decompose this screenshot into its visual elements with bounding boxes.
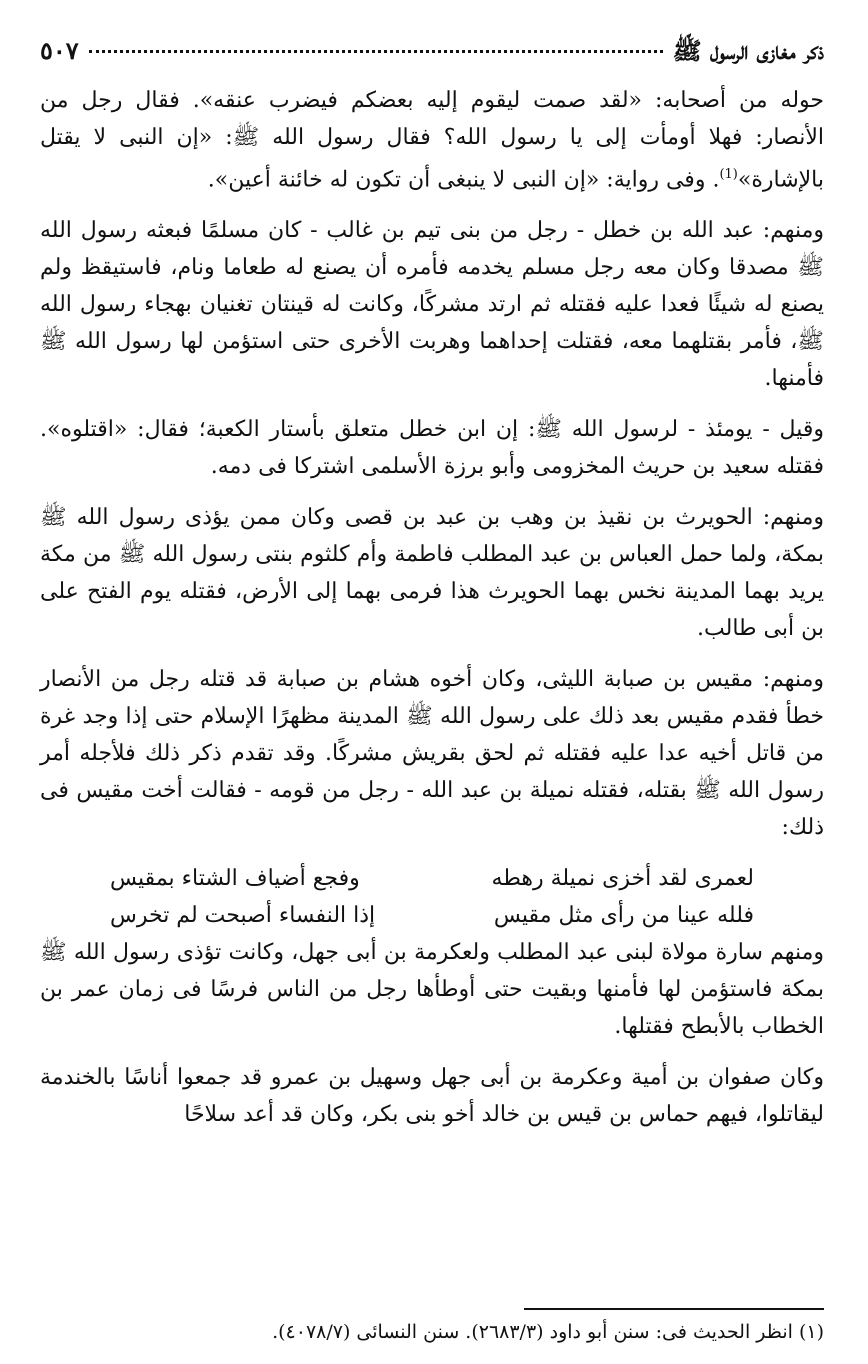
paragraph-7: وكان صفوان بن أمية وعكرمة بن أبى جهل وسهيل بن عمرو قد جمعوا أناسًا بالخندمة ليقاتلوا، فيهم حماس بن قيس بن خالد أخو بنى بكر، وكان قد أعد سلاحًا — [40, 1065, 824, 1128]
footnote-divider — [524, 1308, 824, 1310]
paragraph-5: ومنهم: مقيس بن صبابة الليثى، وكان أخوه هشام بن صبابة قد قتله رجل من الأنصار خطأ فقدم مقيس بعد ذلك على رسول الله ﷺ المدينة مظهرًا الإسلام حتى إذا وجد غرة من قاتل أخيه عدا عليه فقتله ثم لحق بقريش مشركًا. وقد تقدم ذكر ذلك فلأجله أمر رسول الله ﷺ بقتله، فقتله نميلة بن عبد الله - رجل من قومه - فقالت أخت مقيس فى ذلك: — [40, 667, 824, 841]
paragraph-2: ومنهم: عبد الله بن خطل - رجل من بنى تيم بن غالب - كان مسلمًا فبعثه رسول الله ﷺ مصدقا وكان معه رجل مسلم يخدمه فأمره أن يصنع له طعاما ونام، فاستيقظ ولم يصنع له شيئًا فعدا عليه فقتله ثم ارتد مشركًا، وكانت له قينتان تغنيان بهجاء رسول الله ﷺ، فأمر بقتلهما معه، فقتلت إحداهما وهربت الأخرى حتى استؤمن لها رسول الله ﷺ فأمنها. — [40, 218, 824, 392]
footnote: (١) انظر الحديث فى: سنن أبو داود (٢٦٨٣/٣). سنن النسائى (٤٠٧٨/٧). — [272, 1321, 824, 1343]
paragraph-3: وقيل - يومئذ - لرسول الله ﷺ: إن ابن خطل متعلق بأستار الكعبة؛ فقال: «اقتلوه». فقتله سعيد بن حريث المخزومى وأبو برزة الأسلمى اشتركا فى دمه. — [40, 417, 824, 480]
poem-hemistich-first: فلله عينا من رأى مثل مقيس — [493, 903, 754, 929]
paragraph-6: ومنهم سارة مولاة لبنى عبد المطلب ولعكرمة بن أبى جهل، وكانت تؤذى رسول الله ﷺ بمكة فاستؤمن لها فأمنها وبقيت حتى أوطأها رجل من الناس فرسًا فى زمان عمر بن الخطاب بالأبطح فقتلها. — [40, 940, 824, 1040]
poem-verse — [110, 897, 754, 934]
page-number: ٥٠٧ — [40, 36, 79, 65]
footnote-reference: (1) — [719, 167, 738, 182]
poem-verse — [110, 860, 754, 897]
paragraph-1: حوله من أصحابه: «لقد صمت ليقوم إليه بعضكم فيضرب عنقه». فقال رجل من الأنصار: فهلا أومأت إلى يا رسول الله؟ فقال رسول الله ﷺ: «إن النبى لا يقتل بالإشارة»$^{(1)}$. وفى رواية: «إن النبى لا ينبغى أن تكون له خائنة أعين». — [40, 88, 824, 193]
poem — [40, 860, 824, 934]
page-header — [40, 36, 824, 82]
running-title: ذكر مغازى الرسول ﷺ — [672, 36, 824, 65]
poem-hemistich-first: لعمرى لقد أخزى نميلة رهطه — [491, 866, 754, 892]
paragraph-4: ومنهم: الحويرث بن نقيذ بن وهب بن عبد بن قصى وكان ممن يؤذى رسول الله ﷺ بمكة، ولما حمل العباس بن عبد المطلب فاطمة وأم كلثوم بنتى رسول الله ﷺ من مكة يريد بهما المدينة نخس بهما الحويرث هذا فرمى بهما إلى الأرض، فقتله يوم الفتح على بن أبى طالب. — [40, 505, 824, 642]
header-dot-leader — [89, 50, 663, 53]
poem-hemistich-second: وفجع أضياف الشتاء بمقيس — [110, 866, 360, 892]
poem-hemistich-second: إذا النفساء أصبحت لم تخرس — [110, 903, 376, 929]
